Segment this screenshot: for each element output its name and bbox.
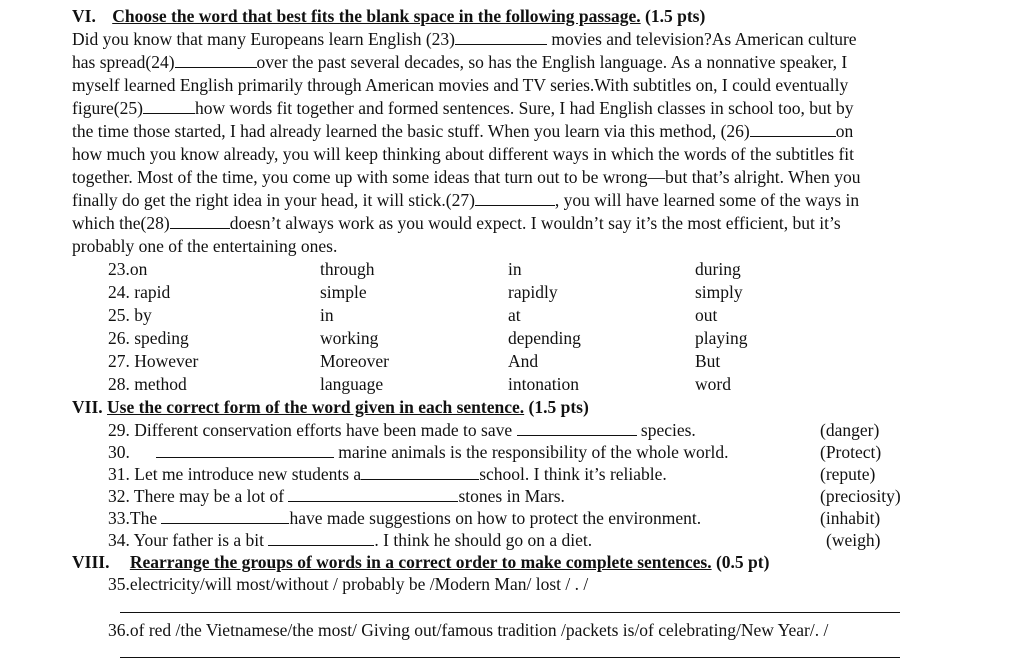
passage-line: [72, 28, 857, 50]
hint-word: (danger): [820, 420, 880, 440]
word-form-item: [108, 419, 696, 441]
option-item[interactable]: 27. However: [108, 351, 199, 371]
hint-word: (Protect): [820, 442, 882, 462]
rearrange-item-35: 35.electricity/will most/without / probably be /Modern Man/ lost / . /: [108, 574, 589, 594]
hint-word: (repute): [820, 464, 876, 484]
passage-text: over the past several decades, so has the English language. As a nonnative speaker, I: [256, 52, 848, 72]
option-item[interactable]: Moreover: [320, 351, 390, 371]
passage-text: figure(25): [72, 98, 143, 118]
word-form-item: [108, 441, 729, 463]
section-8-points: (0.5 pt): [715, 552, 770, 572]
answer-line-35[interactable]: [120, 612, 900, 613]
option-item[interactable]: depending: [508, 328, 581, 348]
blank-32[interactable]: [288, 486, 458, 502]
word-form-item: [108, 485, 565, 507]
item-text: species.: [636, 420, 696, 440]
blank-27[interactable]: [475, 190, 555, 206]
option-item[interactable]: rapidly: [508, 282, 558, 302]
word-form-item: [108, 507, 701, 529]
blank-33[interactable]: [161, 508, 289, 524]
passage-text: has spread(24): [72, 52, 175, 72]
option-item[interactable]: But: [695, 351, 721, 371]
passage-line: [72, 74, 848, 96]
passage-text: Did you know that many Europeans learn English (23): [72, 29, 455, 49]
item-text: have made suggestions on how to protect the environment.: [289, 508, 702, 528]
hint-word: (inhabit): [820, 508, 881, 528]
option-item[interactable]: word: [695, 374, 731, 394]
passage-line: [72, 235, 337, 257]
option-item[interactable]: working: [320, 328, 379, 348]
passage-text: together. Most of the time, you come up with some ideas that turn out to be wrong—but that’s alright. When you: [72, 167, 861, 187]
section-6-title: Choose the word that best fits the blank space in the following passage.: [112, 6, 641, 26]
item-text: 30.: [108, 442, 130, 462]
option-item[interactable]: through: [320, 259, 375, 279]
passage-line: [72, 97, 854, 119]
passage-text: probably one of the entertaining ones.: [72, 236, 338, 256]
section-6-heading: [72, 5, 705, 27]
word-form-item: [108, 529, 592, 551]
item-text: 31. Let me introduce new students a: [108, 464, 362, 484]
item-text: stones in Mars.: [458, 486, 565, 506]
option-item[interactable]: in: [508, 259, 522, 279]
item-text: . I think he should go on a diet.: [374, 530, 593, 550]
option-item[interactable]: intonation: [508, 374, 579, 394]
option-item[interactable]: 23.on: [108, 259, 148, 279]
item-text: 34. Your father is a bit: [108, 530, 269, 550]
option-item[interactable]: at: [508, 305, 521, 325]
hint-word: (weigh): [826, 530, 881, 550]
item-text: 33.The: [108, 508, 162, 528]
passage-text: movies and television?As American culture: [546, 29, 857, 49]
blank-34[interactable]: [268, 530, 374, 546]
answer-line-36[interactable]: [120, 657, 900, 658]
section-8-title: Rearrange the groups of words in a correct order to make complete sentences.: [129, 552, 712, 572]
option-item[interactable]: during: [695, 259, 741, 279]
passage-line: [72, 143, 854, 165]
blank-28[interactable]: [170, 213, 230, 229]
blank-25[interactable]: [143, 98, 195, 114]
blank-29[interactable]: [517, 420, 637, 436]
passage-text: finally do get the right idea in your head, it will stick.(27): [72, 190, 475, 210]
passage-text: how words fit together and formed sentences. Sure, I had English classes in school too, but by: [194, 98, 854, 118]
section-6-points: (1.5 pts): [645, 6, 706, 26]
item-text: 32. There may be a lot of: [108, 486, 289, 506]
option-item[interactable]: language: [320, 374, 384, 394]
hint-word: (preciosity): [820, 486, 901, 506]
rearrange-item-36: 36.of red /the Vietnamese/the most/ Giving out/famous tradition /packets is/of celebrating/New Year/. /: [108, 620, 829, 640]
section-8-number: VIII.: [72, 552, 110, 572]
passage-text: the time those started, I had already learned the basic stuff. When you learn via this method, (26): [72, 121, 750, 141]
passage-line: [72, 51, 847, 73]
option-item[interactable]: playing: [695, 328, 748, 348]
option-item[interactable]: 24. rapid: [108, 282, 171, 302]
option-item[interactable]: simple: [320, 282, 367, 302]
section-7-title: Use the correct form of the word given in each sentence.: [107, 397, 525, 417]
passage-line: [72, 212, 841, 234]
option-item[interactable]: 26. speding: [108, 328, 189, 348]
word-form-item: [108, 463, 667, 485]
option-item[interactable]: simply: [695, 282, 743, 302]
blank-30[interactable]: [156, 442, 334, 458]
passage-text: how much you know already, you will keep thinking about different ways in which the words of the subtitles fit: [72, 144, 855, 164]
option-item[interactable]: out: [695, 305, 718, 325]
blank-31[interactable]: [361, 464, 479, 480]
passage-line: [72, 189, 859, 211]
section-8-heading: [72, 551, 769, 573]
passage-text: doesn’t always work as you would expect. I wouldn’t say it’s the most efficient, but it’s: [229, 213, 841, 233]
passage-line: [72, 120, 853, 142]
passage-text: , you will have learned some of the ways in: [554, 190, 860, 210]
blank-26[interactable]: [750, 121, 836, 137]
section-6-number: VI.: [72, 6, 96, 26]
option-item[interactable]: And: [508, 351, 539, 371]
passage-text: myself learned English primarily through American movies and TV series.With subtitles on, I could eventually: [72, 75, 849, 95]
passage-text: on: [835, 121, 854, 141]
passage-line: [72, 166, 861, 188]
section-7-number: VII.: [72, 397, 103, 417]
item-text: marine animals is the responsibility of the whole world.: [333, 442, 729, 462]
item-text: school. I think it’s reliable.: [479, 464, 667, 484]
section-7-points: (1.5 pts): [528, 397, 589, 417]
item-text: 29. Different conservation efforts have been made to save: [108, 420, 513, 440]
option-item[interactable]: in: [320, 305, 334, 325]
option-item[interactable]: 25. by: [108, 305, 152, 325]
passage-text: which the(28): [72, 213, 170, 233]
section-7-heading: [72, 396, 589, 418]
blank-24[interactable]: [175, 52, 257, 68]
blank-23[interactable]: [455, 29, 547, 45]
option-item[interactable]: 28. method: [108, 374, 187, 394]
